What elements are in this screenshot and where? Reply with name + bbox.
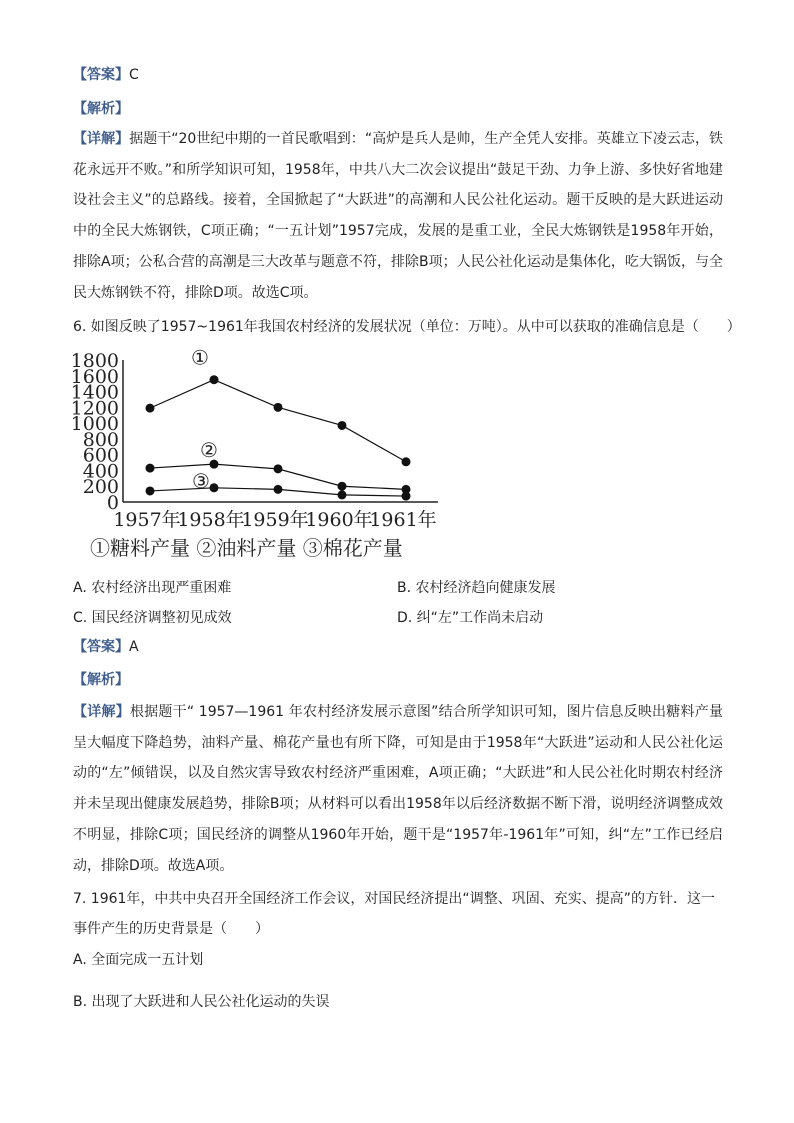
data-point: [210, 375, 219, 384]
q5-analysis-tag: 【解析】: [73, 101, 129, 117]
q5-detail: [73, 124, 723, 308]
q6-line-chart: [70, 345, 450, 565]
data-point: [338, 482, 347, 491]
q6-option-b[interactable]: B. 农村经济趋向健康发展: [397, 580, 556, 596]
y-tick-label: 600: [82, 444, 119, 467]
q6-option-a[interactable]: A. 农村经济出现严重困难: [73, 580, 232, 596]
x-axis: [113, 502, 438, 531]
detail-tag: 【详解】: [73, 704, 130, 720]
series-labels: [191, 346, 218, 493]
y-tick-label: 400: [82, 460, 119, 483]
y-axis: [71, 350, 123, 514]
y-tick-label: 200: [82, 476, 119, 499]
q6-answer: 【答案】A: [73, 639, 139, 655]
q7-option-a[interactable]: A. 全面完成一五计划: [73, 952, 204, 968]
y-tick-label: 800: [82, 428, 119, 451]
data-point: [146, 486, 155, 495]
q6-analysis-tag: 【解析】: [73, 672, 129, 688]
q6-stem: 6. 如图反映了1957~1961年我国农村经济的发展状况（单位：万吨）。从中可以获取的准确信息是（ ）: [73, 319, 741, 335]
detail-text: 根据题干“ 1957—1961 年农村经济发展示意图”结合所学知识可知，图片信息反映出糖料产量呈大幅度下降趋势，油料产量、棉花产量也有所下降，可知是由于1958年“大跃进”运动和人民公社化运动的“左”倾错误，以及自然灾害导致农村经济严重困难，A项正确；“大跃进”和人民公社化时期农村经济并未呈现出健康发展趋势，排除B项；从材料可以看出1958年以后经济数据不断下滑，说明经济调整成效不明显，排除C项；国民经济的调整从1960年开始，题干是“1957年-1961年”可知，纠“左”工作已经启动，排除D项。故选A项。: [73, 704, 723, 874]
series-marker-label: ②: [200, 438, 218, 463]
x-tick-label: 1959年: [241, 509, 309, 531]
data-point: [402, 492, 411, 501]
answer-tag: 【答案】: [73, 67, 129, 83]
y-tick-label: 1800: [70, 350, 119, 372]
answer-value: C: [129, 67, 139, 83]
data-point: [146, 464, 155, 473]
y-tick-label: 1600: [70, 365, 119, 388]
data-point: [210, 483, 219, 492]
y-tick-label: 0: [106, 492, 119, 514]
q6-option-d[interactable]: D. 纠“左”工作尚未启动: [397, 610, 544, 626]
q7-option-b[interactable]: B. 出现了大跃进和人民公社化运动的失误: [73, 994, 330, 1010]
data-point: [338, 490, 347, 499]
answer-value: A: [129, 639, 139, 655]
series-line: [150, 380, 406, 462]
chart-series: [146, 375, 411, 500]
q7-stem-line2: 事件产生的历史背景是（ ）: [73, 921, 269, 937]
y-tick-label: 1400: [70, 381, 119, 404]
detail-tag: 【详解】: [73, 131, 130, 147]
q6-detail: [73, 697, 723, 881]
data-point: [274, 464, 283, 473]
data-point: [274, 403, 283, 412]
detail-text: 据题干“20世纪中期的一首民歌唱到：“高炉是兵人是帅，生产全凭人安排。英雄立下凌云志，铁花永远开不败。”和所学知识可知，1958年，中共八大二次会议提出“鼓足干劲、力争上游、多快好省地建设社会主义”的总路线。接着，全国掀起了“大跃进”的高潮和人民公社化运动。题干反映的是大跃进运动中的全民大炼钢铁，C项正确；“一五计划”1957完成，发展的是重工业，全民大炼钢铁是1958年开始，排除A项；公私合营的高潮是三大改革与题意不符，排除B项；人民公社化运动是集体化，吃大锅饭，与全民大炼钢铁不符，排除D项。故选C项。: [73, 131, 723, 301]
y-tick-label: 1200: [70, 397, 119, 420]
x-tick-label: 1960年: [305, 509, 373, 531]
chart-legend: ①糖料产量 ②油料产量 ③棉花产量: [90, 536, 403, 560]
x-tick-label: 1961年: [369, 509, 437, 531]
q6-option-c[interactable]: C. 国民经济调整初见成效: [73, 610, 232, 626]
x-tick-label: 1958年: [177, 509, 245, 531]
data-point: [402, 457, 411, 466]
data-point: [274, 485, 283, 494]
series-marker-label: ③: [192, 468, 210, 493]
series-marker-label: ①: [191, 345, 209, 370]
data-point: [146, 404, 155, 413]
q7-stem-line1: 7. 1961年，中共中央召开全国经济工作会议，对国民经济提出“调整、巩固、充实、提高”的方针．这一: [73, 891, 715, 907]
y-tick-label: 1000: [70, 413, 119, 436]
data-point: [338, 421, 347, 430]
x-tick-label: 1957年: [113, 509, 181, 531]
q5-answer: [73, 60, 139, 90]
